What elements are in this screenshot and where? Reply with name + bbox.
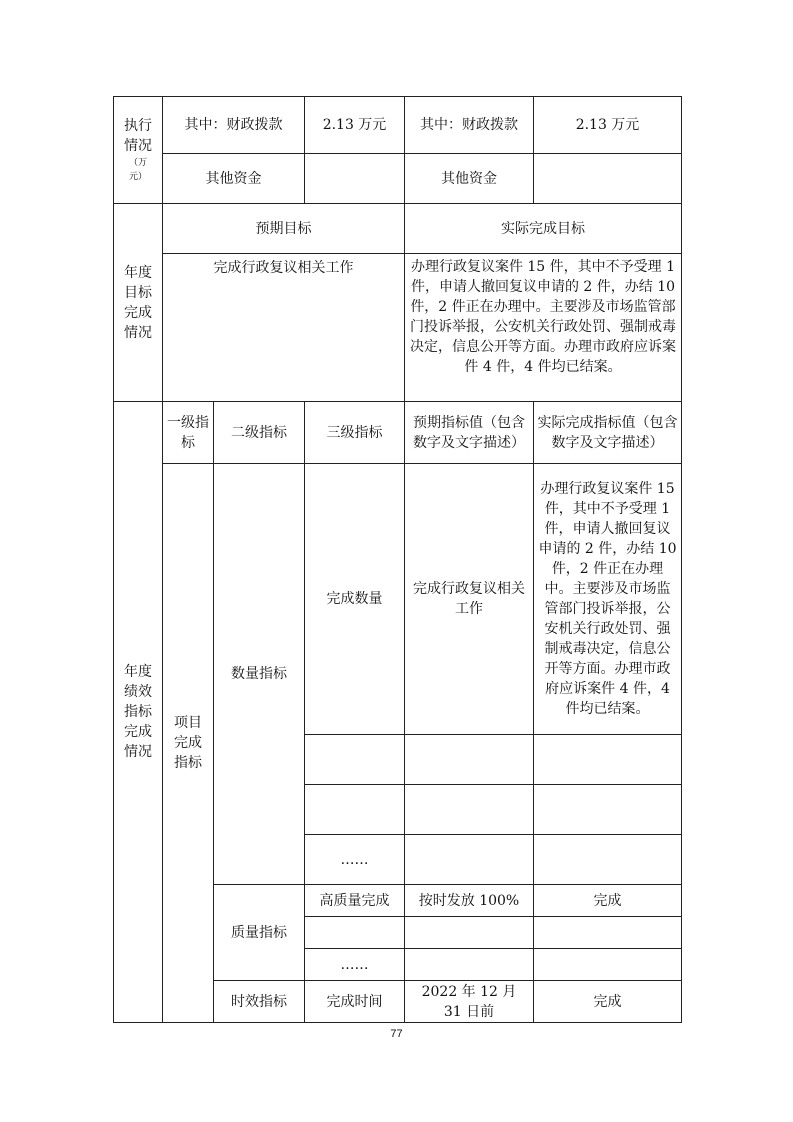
exec-title-line2: 情况 xyxy=(124,138,152,154)
quantity-indicator: 数量指标 xyxy=(214,464,305,885)
page-number: 77 xyxy=(390,1028,403,1040)
exec-title-cell xyxy=(114,97,163,204)
other-funds-value-budget xyxy=(305,154,405,204)
expected-goal-text: 完成行政复议相关工作 xyxy=(163,254,405,402)
actual-goal-header: 实际完成目标 xyxy=(405,204,682,254)
quality-item: 高质量完成 xyxy=(305,885,405,917)
quantity-expected: 完成行政复议相关工作 xyxy=(405,464,534,735)
actual-goal-text: 办理行政复议案件 15 件，其中不予受理 1 件，申请人撤回复议申请的 2 件，办结 10 件，2 件正在办理中。主要涉及市场监管部门投诉举报，公安机关行政处罚、强制戒毒决定，信息公开等方面。办理市政府应诉案件 4 件，4 件均已结案。 xyxy=(405,254,682,402)
quality-ellipsis-expected xyxy=(405,949,534,981)
timeliness-actual: 完成 xyxy=(534,981,682,1023)
expected-value-header: 预期指标值（包含数字及文字描述） xyxy=(405,402,534,464)
fiscal-label-actual: 其中：财政拨款 xyxy=(405,97,534,154)
exec-title-line1: 执行 xyxy=(124,118,152,134)
other-funds-label-actual: 其他资金 xyxy=(405,154,534,204)
quantity-blank-item xyxy=(305,735,405,785)
actual-value-header: 实际完成指标值（包含数字及文字描述） xyxy=(534,402,682,464)
level1-project-completion: 项目完成指标 xyxy=(163,464,214,1023)
quantity-item: 完成数量 xyxy=(305,464,405,735)
annual-goal-title: 年度目标完成情况 xyxy=(114,204,163,402)
quality-blank-actual xyxy=(534,917,682,949)
timeliness-item: 完成时间 xyxy=(305,981,405,1023)
quality-blank-expected xyxy=(405,917,534,949)
quantity-ellipsis-actual xyxy=(534,835,682,885)
level2-header: 二级指标 xyxy=(214,402,305,464)
quality-expected: 按时发放 100% xyxy=(405,885,534,917)
quantity-blank-expected xyxy=(405,735,534,785)
timeliness-indicator: 时效指标 xyxy=(214,981,305,1023)
quality-blank-item xyxy=(305,917,405,949)
other-funds-label-budget: 其他资金 xyxy=(163,154,305,204)
quantity-blank-item-2 xyxy=(305,785,405,835)
quantity-actual: 办理行政复议案件 15 件，其中不予受理 1 件，申请人撤回复议申请的 2 件，办结 10 件，2 件正在办理中。主要涉及市场监管部门投诉举报，公安机关行政处罚、强制戒毒决定，信息公开等方面。办理市政府应诉案件 4 件，4 件均已结案。 xyxy=(534,464,682,735)
level3-header: 三级指标 xyxy=(305,402,405,464)
quantity-blank-actual-2 xyxy=(534,785,682,835)
quality-indicator: 质量指标 xyxy=(214,885,305,981)
quantity-ellipsis-expected xyxy=(405,835,534,885)
other-funds-value-actual xyxy=(534,154,682,204)
quantity-blank-actual xyxy=(534,735,682,785)
timeliness-expected: 2022 年 12 月 31 日前 xyxy=(405,981,534,1023)
level1-header: 一级指标 xyxy=(163,402,214,464)
performance-title: 年度绩效指标完成情况 xyxy=(114,402,163,1023)
fiscal-value-budget: 2.13 万元 xyxy=(305,97,405,154)
exec-unit-line1: （万 xyxy=(128,158,147,168)
quantity-ellipsis: …… xyxy=(305,835,405,885)
quality-actual: 完成 xyxy=(534,885,682,917)
fiscal-label-budget: 其中：财政拨款 xyxy=(163,97,305,154)
quality-ellipsis-actual xyxy=(534,949,682,981)
performance-table xyxy=(113,96,682,1023)
expected-goal-header: 预期目标 xyxy=(163,204,405,254)
exec-unit-line2: 元） xyxy=(128,172,147,182)
fiscal-value-actual: 2.13 万元 xyxy=(534,97,682,154)
quantity-blank-expected-2 xyxy=(405,785,534,835)
quality-ellipsis: …… xyxy=(305,949,405,981)
